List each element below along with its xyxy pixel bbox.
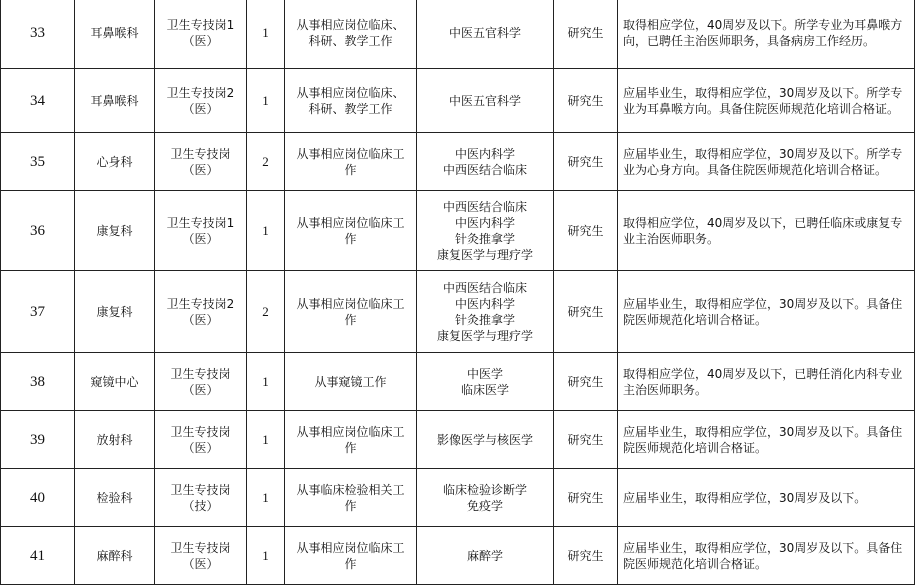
table-row	[1, 411, 915, 469]
row-number: 39	[1, 411, 75, 469]
education-cell: 研究生	[554, 69, 618, 133]
education-cell: 研究生	[554, 133, 618, 191]
duty-cell: 从事相应岗位临床工 作	[285, 411, 417, 469]
headcount-cell: 1	[247, 411, 285, 469]
row-number: 33	[1, 0, 75, 69]
headcount-cell: 2	[247, 133, 285, 191]
post-cell: 卫生专技岗 （技）	[155, 469, 247, 527]
education-cell: 研究生	[554, 191, 618, 271]
table-row	[1, 469, 915, 527]
headcount-cell: 2	[247, 271, 285, 353]
row-number: 41	[1, 527, 75, 585]
major-cell: 临床检验诊断学 免疫学	[417, 469, 554, 527]
department-cell: 康复科	[75, 191, 155, 271]
headcount-cell: 1	[247, 0, 285, 69]
table-row	[1, 191, 915, 271]
department-cell: 放射科	[75, 411, 155, 469]
row-number: 34	[1, 69, 75, 133]
duty-cell: 从事相应岗位临床工 作	[285, 191, 417, 271]
department-cell: 窥镜中心	[75, 353, 155, 411]
headcount-cell: 1	[247, 469, 285, 527]
major-cell: 中医五官科学	[417, 69, 554, 133]
duty-cell: 从事相应岗位临床、 科研、教学工作	[285, 69, 417, 133]
education-cell: 研究生	[554, 527, 618, 585]
major-cell: 影像医学与核医学	[417, 411, 554, 469]
department-cell: 麻醉科	[75, 527, 155, 585]
requirement-cell: 取得相应学位，40周岁及以下，已聘任消化内科专业主治医师职务。	[618, 353, 915, 411]
row-number: 40	[1, 469, 75, 527]
requirement-cell: 应届毕业生，取得相应学位，30周岁及以下。所学专业为心身方向。具备住院医师规范化培训合格证。	[618, 133, 915, 191]
education-cell: 研究生	[554, 411, 618, 469]
department-cell: 耳鼻喉科	[75, 69, 155, 133]
department-cell: 心身科	[75, 133, 155, 191]
department-cell: 康复科	[75, 271, 155, 353]
post-cell: 卫生专技岗1 （医）	[155, 0, 247, 69]
table-row	[1, 271, 915, 353]
table-row	[1, 69, 915, 133]
row-number: 37	[1, 271, 75, 353]
headcount-cell: 1	[247, 191, 285, 271]
major-cell: 中西医结合临床 中医内科学 针灸推拿学 康复医学与理疗学	[417, 271, 554, 353]
duty-cell: 从事窥镜工作	[285, 353, 417, 411]
post-cell: 卫生专技岗 （医）	[155, 133, 247, 191]
table-row	[1, 0, 915, 69]
major-cell: 中医内科学 中西医结合临床	[417, 133, 554, 191]
duty-cell: 从事相应岗位临床、 科研、教学工作	[285, 0, 417, 69]
major-cell: 中西医结合临床 中医内科学 针灸推拿学 康复医学与理疗学	[417, 191, 554, 271]
row-number: 35	[1, 133, 75, 191]
major-cell: 麻醉学	[417, 527, 554, 585]
requirement-cell: 应届毕业生，取得相应学位，30周岁及以下。具备住院医师规范化培训合格证。	[618, 411, 915, 469]
department-cell: 检验科	[75, 469, 155, 527]
post-cell: 卫生专技岗2 （医）	[155, 69, 247, 133]
requirement-cell: 取得相应学位，40周岁及以下。所学专业为耳鼻喉方向，已聘任主治医师职务，具备病房工作经历。	[618, 0, 915, 69]
duty-cell: 从事相应岗位临床工 作	[285, 271, 417, 353]
post-cell: 卫生专技岗2 （医）	[155, 271, 247, 353]
duty-cell: 从事相应岗位临床工 作	[285, 527, 417, 585]
table-row	[1, 353, 915, 411]
requirement-cell: 应届毕业生，取得相应学位，30周岁及以下。所学专业为耳鼻喉方向。具备住院医师规范化培训合格证。	[618, 69, 915, 133]
post-cell: 卫生专技岗1 （医）	[155, 191, 247, 271]
major-cell: 中医五官科学	[417, 0, 554, 69]
post-cell: 卫生专技岗 （医）	[155, 527, 247, 585]
education-cell: 研究生	[554, 353, 618, 411]
post-cell: 卫生专技岗 （医）	[155, 353, 247, 411]
requirement-cell: 取得相应学位，40周岁及以下，已聘任临床或康复专业主治医师职务。	[618, 191, 915, 271]
requirement-cell: 应届毕业生，取得相应学位，30周岁及以下。具备住院医师规范化培训合格证。	[618, 271, 915, 353]
requirement-cell: 应届毕业生，取得相应学位，30周岁及以下。	[618, 469, 915, 527]
department-cell: 耳鼻喉科	[75, 0, 155, 69]
duty-cell: 从事相应岗位临床工 作	[285, 133, 417, 191]
education-cell: 研究生	[554, 0, 618, 69]
post-cell: 卫生专技岗 （医）	[155, 411, 247, 469]
row-number: 38	[1, 353, 75, 411]
education-cell: 研究生	[554, 271, 618, 353]
requirement-cell: 应届毕业生，取得相应学位，30周岁及以下。具备住院医师规范化培训合格证。	[618, 527, 915, 585]
headcount-cell: 1	[247, 353, 285, 411]
row-number: 36	[1, 191, 75, 271]
headcount-cell: 1	[247, 69, 285, 133]
table-row	[1, 133, 915, 191]
headcount-cell: 1	[247, 527, 285, 585]
duty-cell: 从事临床检验相关工 作	[285, 469, 417, 527]
table-row	[1, 527, 915, 585]
major-cell: 中医学 临床医学	[417, 353, 554, 411]
education-cell: 研究生	[554, 469, 618, 527]
